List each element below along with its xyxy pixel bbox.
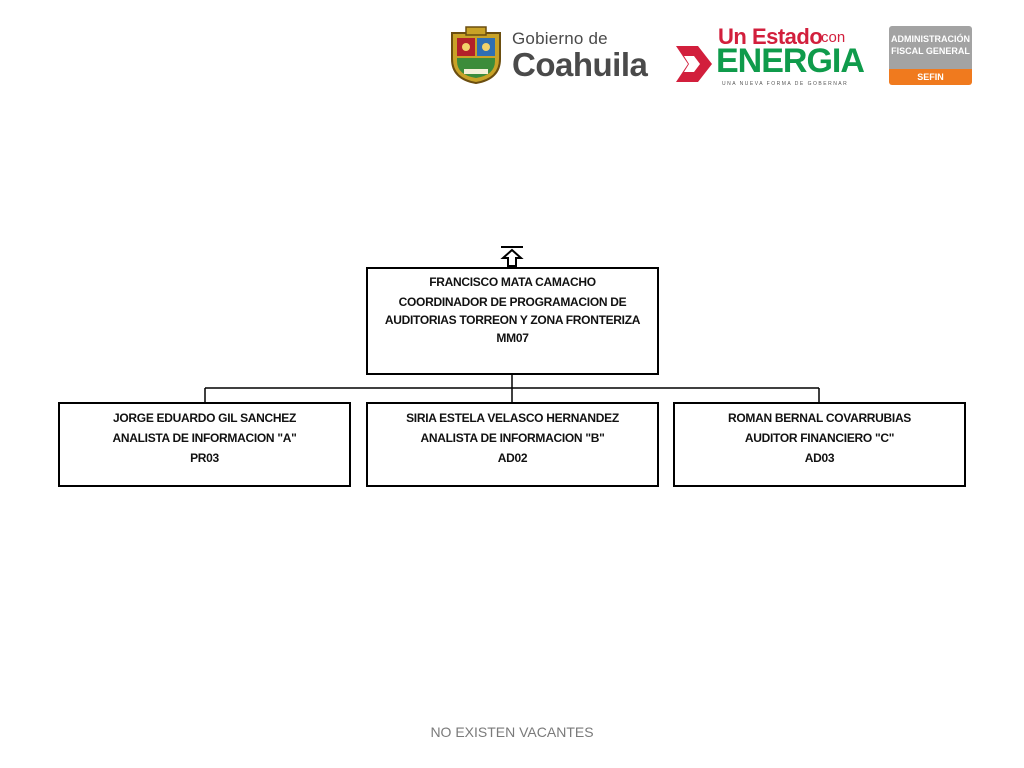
- footer-vacancies-note: NO EXISTEN VACANTES: [430, 724, 594, 740]
- child-name: SIRIA ESTELA VELASCO HERNANDEZ: [406, 411, 619, 425]
- estado-tagline: UNA NUEVA FORMA DE GOBERNAR: [722, 81, 849, 87]
- root-title-line2: AUDITORIAS TORREON Y ZONA FRONTERIZA: [384, 313, 641, 327]
- org-node-child-b: [366, 402, 659, 487]
- estado-un-text: Un Estado: [718, 24, 823, 49]
- estado-con-text: con: [821, 29, 846, 46]
- gobierno-big-text: Coahuila: [512, 46, 648, 83]
- child-code: AD03: [804, 451, 835, 465]
- sefin-line1: ADMINISTRACIÓN: [891, 34, 970, 44]
- child-title: ANALISTA DE INFORMACION "B": [420, 431, 605, 445]
- root-title-line1: COORDINADOR DE PROGRAMACION DE: [398, 295, 627, 309]
- org-node-root: [366, 267, 659, 375]
- org-node-child-a: [58, 402, 351, 487]
- sefin-line2: FISCAL GENERAL: [891, 46, 970, 56]
- child-name: ROMAN BERNAL COVARRUBIAS: [727, 411, 912, 425]
- child-title: ANALISTA DE INFORMACION "A": [112, 431, 297, 445]
- child-title: AUDITOR FINANCIERO "C": [744, 431, 895, 445]
- up-arrow-icon[interactable]: [499, 244, 525, 268]
- org-node-child-c: [673, 402, 966, 487]
- child-code: PR03: [190, 451, 219, 465]
- gobierno-small-text: Gobierno de: [512, 29, 608, 48]
- sefin-bottom: SEFIN: [889, 69, 972, 85]
- child-code: AD02: [497, 451, 528, 465]
- root-code: MM07: [496, 331, 529, 345]
- child-name: JORGE EDUARDO GIL SANCHEZ: [113, 411, 296, 425]
- estado-energia-text: ENERGIA: [716, 42, 864, 80]
- root-name: FRANCISCO MATA CAMACHO: [429, 275, 596, 289]
